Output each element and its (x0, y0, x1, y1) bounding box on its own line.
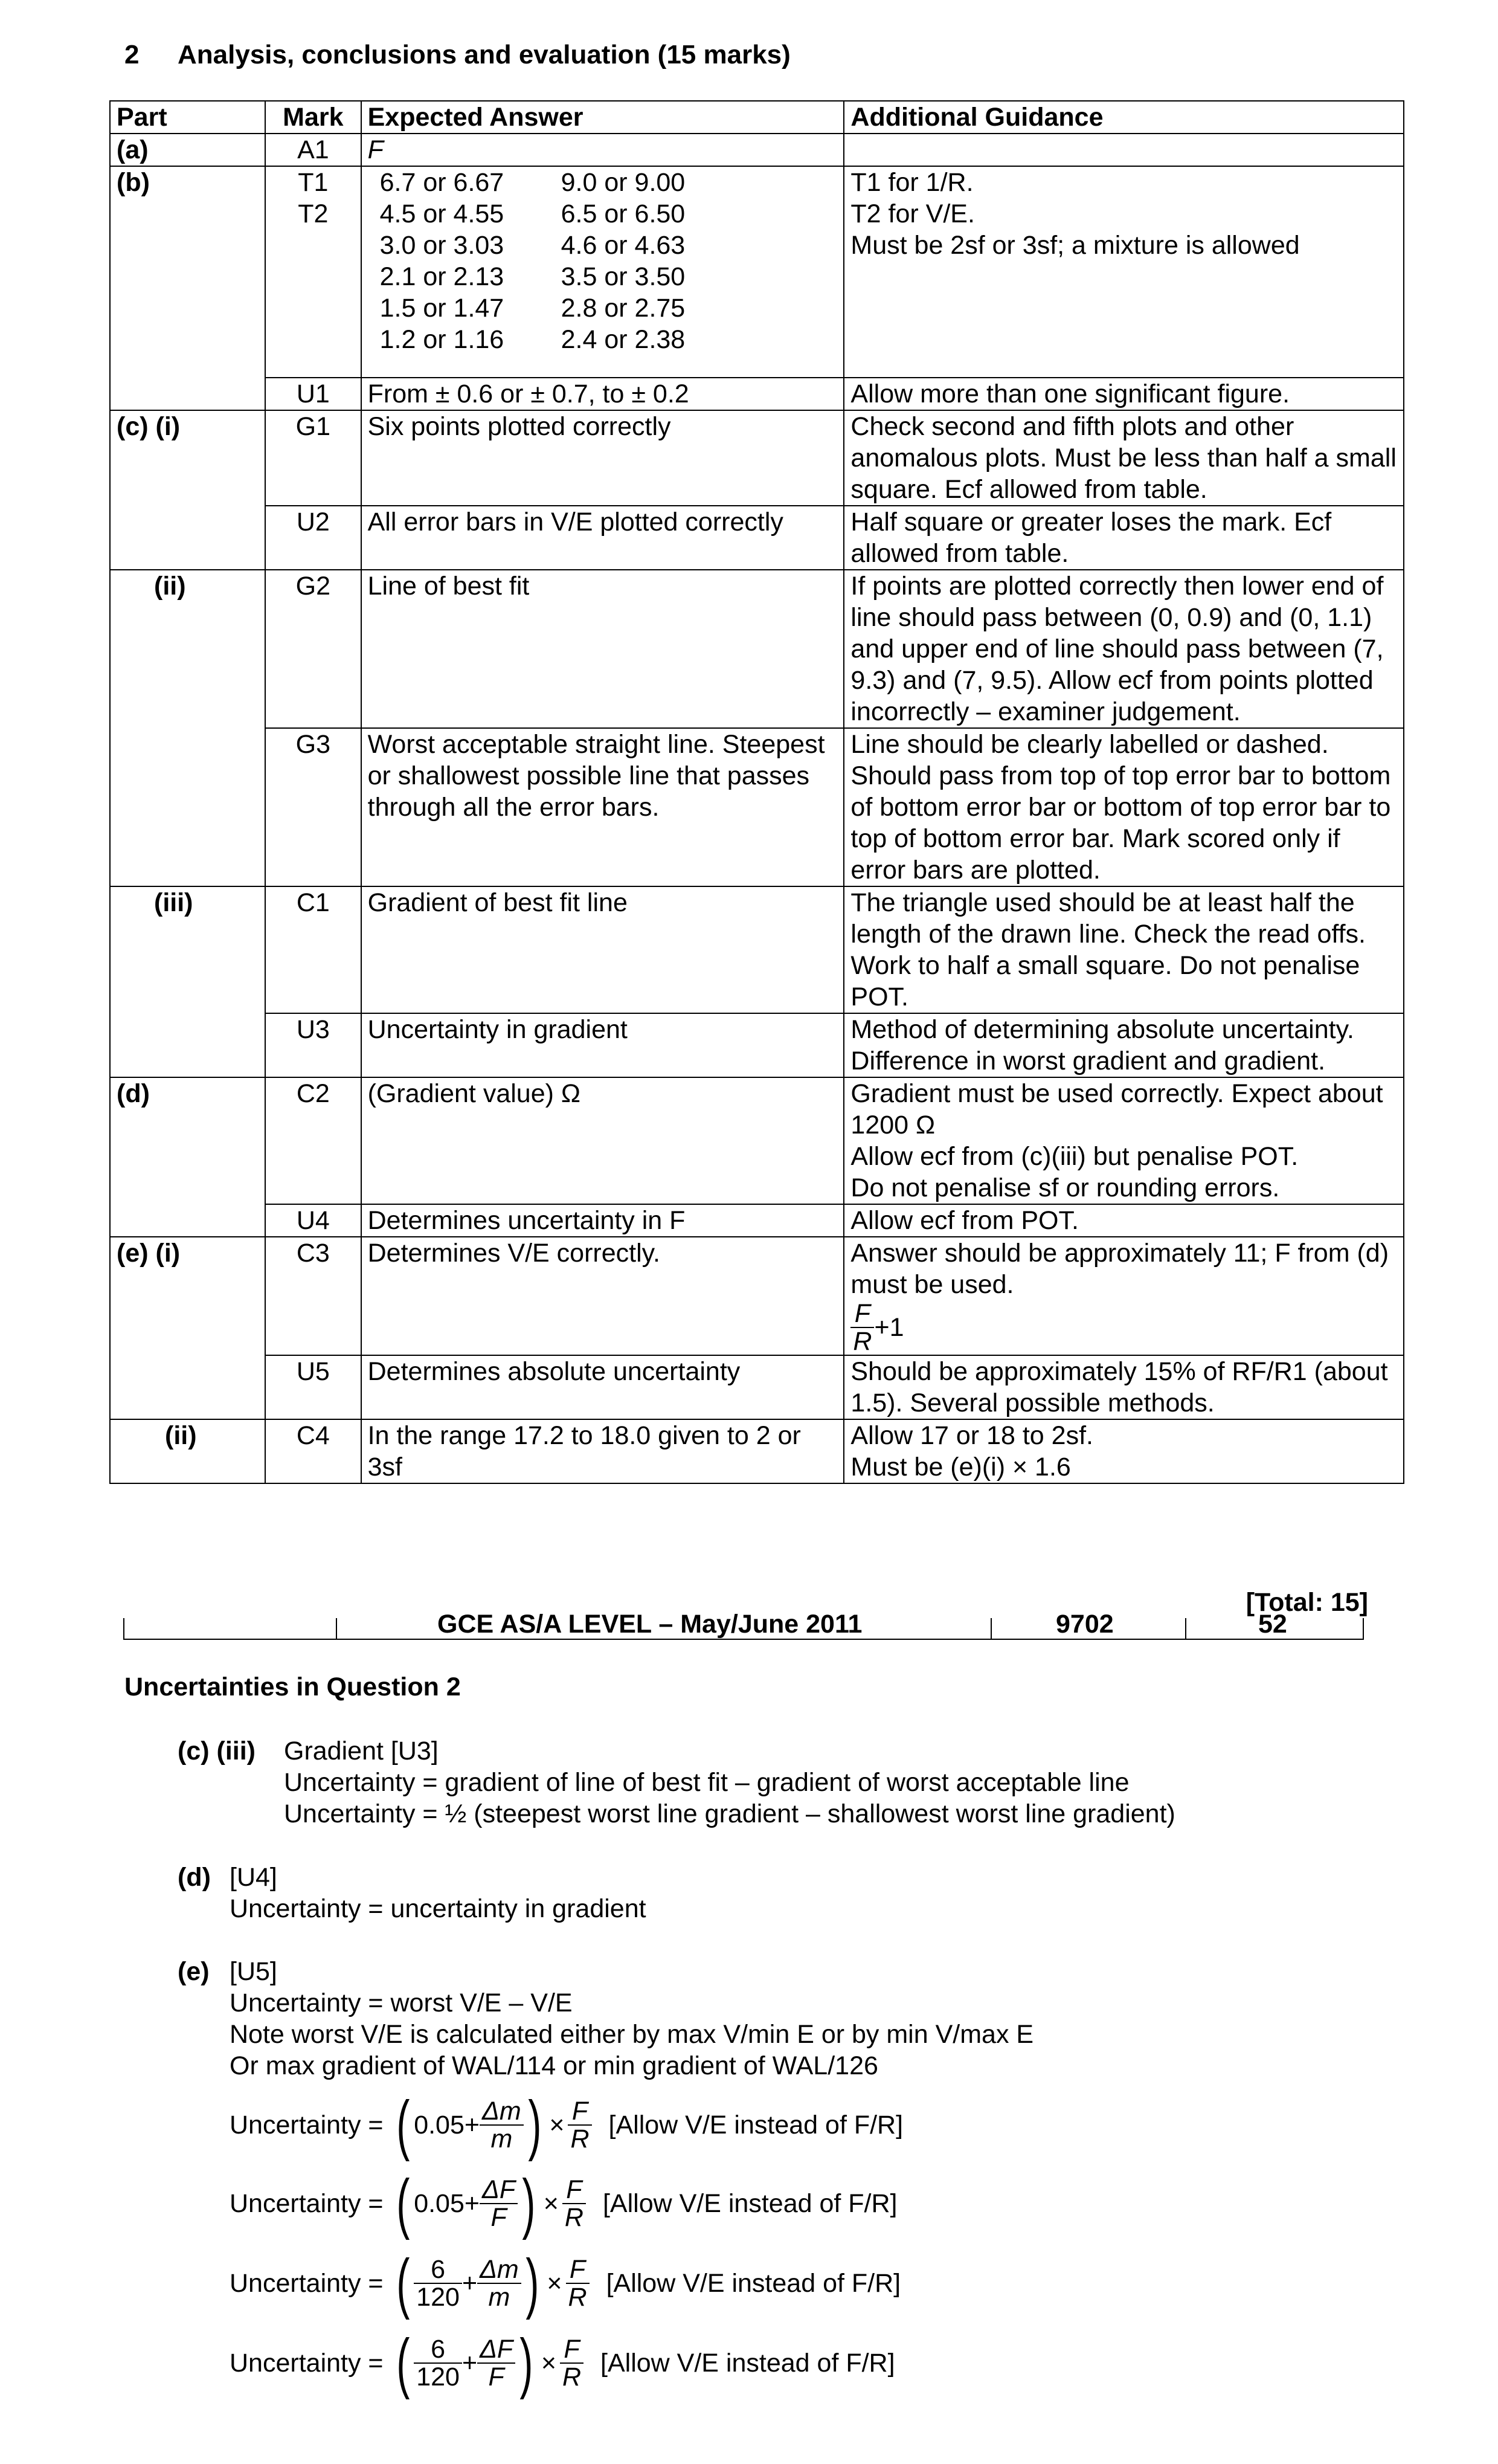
header-expected: Expected Answer (361, 101, 844, 134)
line: Uncertainty = uncertainty in gradient (230, 1894, 646, 1923)
expected-cell: From ± 0.6 or ± 0.7, to ± 0.2 (361, 378, 844, 410)
section-number: 2 (124, 40, 140, 69)
mark-cell: C1 (265, 886, 361, 1013)
equation-body: ( $\frac{6}{120}$ + $\frac{\Delta F}{F}$ ) × $\frac{F}{R}$ (392, 2330, 583, 2396)
value: 2.4 or 2.38 (561, 325, 686, 354)
guidance-cell (844, 1237, 1404, 1355)
section-title: Analysis, conclusions and evaluation (15 marks) (178, 40, 791, 69)
value: 9.0 or 9.00 (561, 168, 686, 197)
fraction-tail: +1 (874, 1313, 904, 1342)
mark-cell: G2 (265, 570, 361, 728)
expected-text: F (367, 135, 384, 164)
value: 3.0 or 3.03 (379, 231, 504, 260)
guidance-cell: Line should be clearly labelled or dashed. Should pass from top of top error bar to bottom of bottom error bar or bottom of top error bar to top of bottom error bar. Mark scored only if error bars are plotted. (844, 728, 1404, 886)
total-marks: [Total: 15] (1246, 1588, 1368, 1617)
part-cell: (ii) (110, 1419, 265, 1483)
line: Uncertainty = worst V/E – V/E (230, 1988, 573, 2017)
guidance-cell: Check second and fifth plots and other anomalous plots. Must be less than half a small square. Ecf allowed from table. (844, 410, 1404, 506)
fraction-expression (850, 1300, 1397, 1355)
guidance-cell: Allow ecf from POT. (844, 1204, 1404, 1237)
expected-cell: Line of best fit (361, 570, 844, 728)
table-row (110, 570, 1404, 728)
part-label: (c) (iii) (178, 1737, 256, 1766)
table-row (110, 410, 1404, 506)
mark-cell: G3 (265, 728, 361, 886)
guidance-line: T2 for V/E. (850, 199, 975, 228)
equation-1 (230, 2088, 904, 2162)
equation-3 (230, 2246, 901, 2320)
table-row (110, 1077, 1404, 1204)
mark-cell: U1 (265, 378, 361, 410)
fraction: $\frac{F}{R}$ (568, 2098, 591, 2152)
expected-cell: Worst acceptable straight line. Steepest or shallowest possible line that passes through all the error bars. (361, 728, 844, 886)
line: Or max gradient of WAL/114 or min gradient of WAL/126 (230, 2051, 878, 2080)
guidance-line: Allow ecf from (c)(iii) but penalise POT. (850, 1142, 1299, 1171)
fraction: $\frac{\Delta m}{m}$ (480, 2098, 524, 2152)
term: 0.05 (414, 2188, 465, 2218)
part-label: (e) (178, 1957, 210, 1986)
part-cell: (ii) (110, 570, 265, 728)
header-guidance: Additional Guidance (844, 101, 1404, 134)
table-row (110, 1013, 1404, 1077)
value: 1.2 or 1.16 (379, 325, 504, 354)
section-heading (124, 40, 791, 70)
mark-cell: U2 (265, 506, 361, 570)
guidance-line: Allow 17 or 18 to 2sf. (850, 1421, 1093, 1450)
table-row (110, 1204, 1404, 1237)
table-header-row (110, 101, 1404, 134)
fraction: $\frac{F}{R}$ (560, 2336, 583, 2390)
mark-t2: T2 (298, 199, 329, 228)
mark-t1: T1 (298, 168, 329, 197)
values-grid (368, 167, 838, 355)
part-cell: (c) (i) (110, 410, 265, 506)
mark-cell: A1 (265, 134, 361, 166)
table-row (110, 1355, 1404, 1419)
part-cell (110, 1355, 265, 1419)
guidance-cell: Allow more than one significant figure. (844, 378, 1404, 410)
part-cell: (d) (110, 1077, 265, 1204)
table-row (110, 1237, 1404, 1355)
line: [U4] (230, 1863, 277, 1892)
header-part: Part (110, 101, 265, 134)
fraction: $\frac{F}{R}$ (562, 2176, 586, 2231)
equation-label: Uncertainty = (230, 2188, 384, 2218)
table-row (110, 378, 1404, 410)
guidance-cell (844, 134, 1404, 166)
part-label: (d) (178, 1863, 211, 1892)
footer-divider (123, 1618, 124, 1640)
guidance-line: Do not penalise sf or rounding errors. (850, 1173, 1280, 1202)
part-cell: (e) (i) (110, 1237, 265, 1355)
fraction: $\frac{6}{120}$ (414, 2336, 462, 2390)
footer-divider (1185, 1618, 1186, 1640)
part-cell (110, 378, 265, 410)
part-cell: (b) (110, 166, 265, 378)
equation-label: Uncertainty = (230, 2268, 384, 2298)
mark-cell: C3 (265, 1237, 361, 1355)
part-cell: (a) (110, 134, 265, 166)
footer-divider (1363, 1618, 1364, 1640)
equation-4 (230, 2326, 895, 2400)
value: 6.7 or 6.67 (379, 168, 504, 197)
equation-2 (230, 2166, 898, 2240)
guidance-cell: Method of determining absolute uncertainty. Difference in worst gradient and gradient. (844, 1013, 1404, 1077)
guidance-cell (844, 166, 1404, 378)
mark-cell: G1 (265, 410, 361, 506)
expected-cell (361, 134, 844, 166)
expected-cell: Gradient of best fit line (361, 886, 844, 1013)
value: 1.5 or 1.47 (379, 294, 504, 323)
line: Uncertainty = gradient of line of best fit – gradient of worst acceptable line (284, 1768, 1130, 1797)
footer-divider (991, 1618, 992, 1640)
expected-cell (361, 166, 844, 378)
expected-cell: In the range 17.2 to 18.0 given to 2 or 3sf (361, 1419, 844, 1483)
uncertainty-d (178, 1862, 646, 1924)
numerator: F (850, 1300, 874, 1328)
fraction: $\frac{\Delta F}{F}$ (480, 2176, 518, 2231)
equation-body: ( 0.05 + $\frac{\Delta m}{m}$ ) × $\frac{F}{R}$ (392, 2092, 592, 2158)
part-cell (110, 506, 265, 570)
part-cell: (iii) (110, 886, 265, 1013)
fraction: $\frac{\Delta F}{F}$ (477, 2336, 515, 2390)
expected-cell: Uncertainty in gradient (361, 1013, 844, 1077)
value: 3.5 or 3.50 (561, 262, 686, 291)
table-row (110, 166, 1404, 378)
guidance-cell: Half square or greater loses the mark. Ecf allowed from table. (844, 506, 1404, 570)
line: [U5] (230, 1957, 277, 1986)
allow-note: [Allow V/E instead of F/R] (606, 2268, 901, 2298)
fraction: $\frac{\Delta m}{m}$ (477, 2256, 521, 2311)
value: 6.5 or 6.50 (561, 199, 686, 228)
mark-cell: U3 (265, 1013, 361, 1077)
expected-cell: Determines V/E correctly. (361, 1237, 844, 1355)
allow-note: [Allow V/E instead of F/R] (608, 2110, 904, 2140)
expected-cell: Six points plotted correctly (361, 410, 844, 506)
fraction: $\frac{6}{120}$ (414, 2256, 462, 2311)
guidance-cell (844, 1077, 1404, 1204)
expected-cell: All error bars in V/E plotted correctly (361, 506, 844, 570)
guidance-line: Must be (e)(i) × 1.6 (850, 1453, 1071, 1482)
value: 4.6 or 4.63 (561, 231, 686, 260)
fraction (850, 1300, 874, 1355)
footer-divider (336, 1618, 337, 1640)
allow-note: [Allow V/E instead of F/R] (600, 2348, 895, 2378)
table-row (110, 506, 1404, 570)
guidance-line: T1 for 1/R. (850, 168, 974, 197)
value: 4.5 or 4.55 (379, 199, 504, 228)
uncertainty-e (178, 1956, 1033, 2082)
header-mark: Mark (265, 101, 361, 134)
guidance-cell: The triangle used should be at least half the length of the drawn line. Check the read offs. Work to half a small square. Do not penalise POT. (844, 886, 1404, 1013)
line: Note worst V/E is calculated either by max V/min E or by min V/max E (230, 2020, 1034, 2049)
footer-exam: GCE AS/A LEVEL – May/June 2011 (437, 1610, 863, 1639)
allow-note: [Allow V/E instead of F/R] (602, 2188, 898, 2218)
guidance-line: Answer should be approximately 11; F from (d) must be used. (850, 1239, 1389, 1299)
guidance-cell: If points are plotted correctly then lower end of line should pass between (0, 0.9) and (0, 1.1) and upper end of line should pass between (7, 9.3) and (7, 9.5). Allow ecf from points plotted incorrectly – examiner judgement. (844, 570, 1404, 728)
denominator: R (853, 1327, 872, 1356)
table-row (110, 1419, 1404, 1483)
value: 2.1 or 2.13 (379, 262, 504, 291)
line: Uncertainty = ½ (steepest worst line gradient – shallowest worst line gradient) (284, 1799, 1175, 1828)
value: 2.8 or 2.75 (561, 294, 686, 323)
table-row (110, 134, 1404, 166)
equation-body: ( $\frac{6}{120}$ + $\frac{\Delta m}{m}$ ) × $\frac{F}{R}$ (392, 2250, 590, 2317)
expected-cell: Determines uncertainty in F (361, 1204, 844, 1237)
line: Gradient [U3] (284, 1737, 439, 1766)
guidance-cell: Should be approximately 15% of RF/R1 (about 1.5). Several possible methods. (844, 1355, 1404, 1419)
equation-body: ( 0.05 + $\frac{\Delta F}{F}$ ) × $\frac{F}{R}$ (392, 2170, 586, 2237)
part-cell (110, 728, 265, 886)
footer-syllabus: 9702 (1056, 1610, 1114, 1639)
mark-cell: C2 (265, 1077, 361, 1204)
mark-cell (265, 166, 361, 378)
mark-cell: U4 (265, 1204, 361, 1237)
uncertainty-c (178, 1735, 1175, 1830)
mark-cell: U5 (265, 1355, 361, 1419)
guidance-line: Must be 2sf or 3sf; a mixture is allowed (850, 231, 1300, 260)
mark-cell: C4 (265, 1419, 361, 1483)
footer-paper: 52 (1258, 1610, 1287, 1639)
guidance-cell (844, 1419, 1404, 1483)
expected-cell: Determines absolute uncertainty (361, 1355, 844, 1419)
table-row (110, 728, 1404, 886)
table-row (110, 886, 1404, 1013)
mark-scheme-table (109, 100, 1404, 1484)
part-cell (110, 1013, 265, 1077)
term: 0.05 (414, 2110, 465, 2140)
uncertainties-title: Uncertainties in Question 2 (124, 1672, 461, 1701)
part-cell (110, 1204, 265, 1237)
equation-label: Uncertainty = (230, 2110, 384, 2140)
expected-cell: (Gradient value) Ω (361, 1077, 844, 1204)
fraction: $\frac{F}{R}$ (566, 2256, 590, 2311)
equation-label: Uncertainty = (230, 2348, 384, 2378)
guidance-line: Gradient must be used correctly. Expect about 1200 Ω (850, 1079, 1383, 1140)
